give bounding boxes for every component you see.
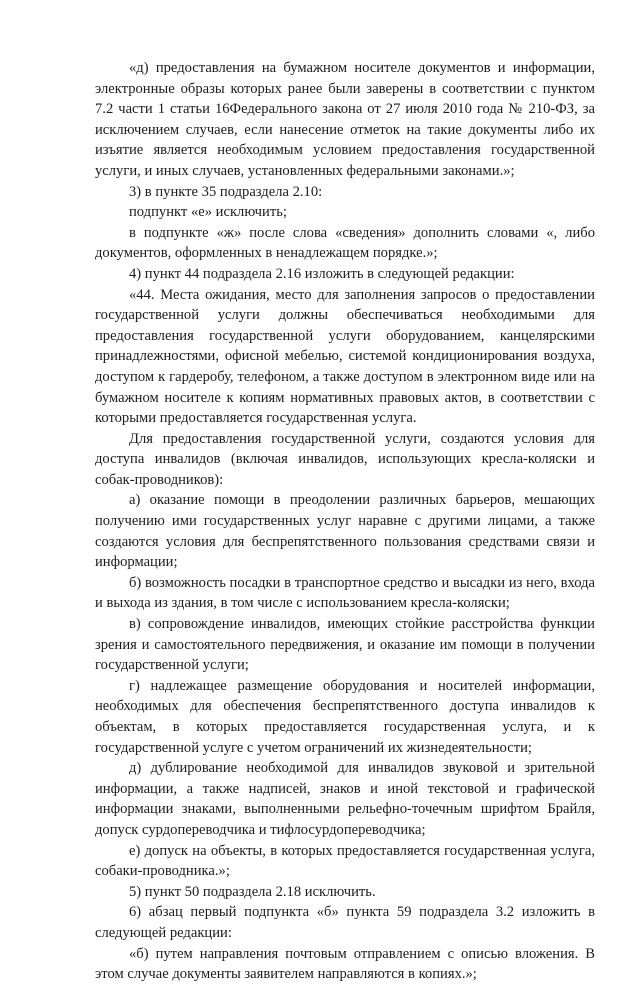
paragraph-subitem-zh-amend: в подпункте «ж» после слова «сведения» дополнить словами «, либо документов, оформленных в ненадлежащем порядке.»; bbox=[95, 224, 595, 262]
paragraph-item-g: г) надлежащее размещение оборудования и носителей информации, необходимых для обеспечения беспрепятственного доступа инвалидов к объектам, в которых предоставляется государственная услуга, и к государственной услуге с учетом ограничений их жизнедеятельности; bbox=[95, 677, 595, 756]
paragraph-point-59-amend: 6) абзац первый подпункта «б» пункта 59 подраздела 3.2 изложить в следующей редакции: bbox=[95, 904, 595, 941]
paragraph-point-50-exclude: 5) пункт 50 подраздела 2.18 исключить. bbox=[129, 883, 376, 900]
paragraph-item-d-paper-documents: «д) предоставления на бумажном носителе документов и информации, электронные образы которых ранее были заверены в соответствии с пунктом 7.2 части 1 статьи 16Федерального закона от 27 июля 2010 года № 210-ФЗ, за исключением случаев, если нанесение отметок на такие документы либо их изъятие является необходимым условием предоставления государственной услуги, и иных случаев, установленных федеральными законами.»; bbox=[95, 60, 595, 179]
paragraph-subitem-e-exclude: подпункт «е» исключить; bbox=[129, 204, 287, 221]
paragraph-item-e-guide-dog: е) допуск на объекты, в которых предоставляется государственная услуга, собаки-проводника.»; bbox=[95, 842, 595, 880]
paragraph-point-35: 3) в пункте 35 подраздела 2.10: bbox=[129, 183, 323, 200]
paragraph-item-b: б) возможность посадки в транспортное средство и высадки из него, входа и выхода из здания, в том числе с использованием кресла-коляски; bbox=[95, 574, 595, 612]
paragraph-point-44-heading: 4) пункт 44 подраздела 2.16 изложить в следующей редакции: bbox=[129, 265, 515, 282]
document-body bbox=[95, 58, 595, 985]
paragraph-item-b-postal: «б) путем направления почтовым отправлением с описью вложения. В этом случае документы заявителем направляются в копиях.»; bbox=[95, 945, 595, 983]
paragraph-item-d-braille: д) дублирование необходимой для инвалидов звуковой и зрительной информации, а также надписей, знаков и иной текстовой и графической информации знаками, выполненными рельефно-точечным шрифтом Брайля, допуск сурдопереводчика и тифлосурдопереводчика; bbox=[95, 760, 595, 838]
paragraph-disabled-access-conditions: Для предоставления государственной услуги, создаются условия для доступа инвалидов (включая инвалидов, использующих кресла-коляски и собак-проводников): bbox=[95, 430, 595, 488]
paragraph-point-44-text: «44. Места ожидания, место для заполнения запросов о предоставлении государственной услуги должны обеспечиваться необходимыми для предоставления государственной услуги оборудованием, канцелярскими принадлежностями, офисной мебелью, системой кондиционирования воздуха, доступом к гардеробу, телефоном, а также доступом в электронном виде или на бумажном носителе к копиям нормативных правовых актов, в соответствии с которыми предоставляется государственная услуга. bbox=[95, 286, 595, 427]
paragraph-item-v: в) сопровождение инвалидов, имеющих стойкие расстройства функции зрения и самостоятельного передвижения, и оказание им помощи в получении государственной услуги; bbox=[95, 616, 595, 674]
paragraph-item-a: а) оказание помощи в преодолении различных барьеров, мешающих получению ими государственных услуг наравне с другими лицами, а также создаются условия для беспрепятственного пользования средствами связи и информации; bbox=[95, 492, 595, 571]
